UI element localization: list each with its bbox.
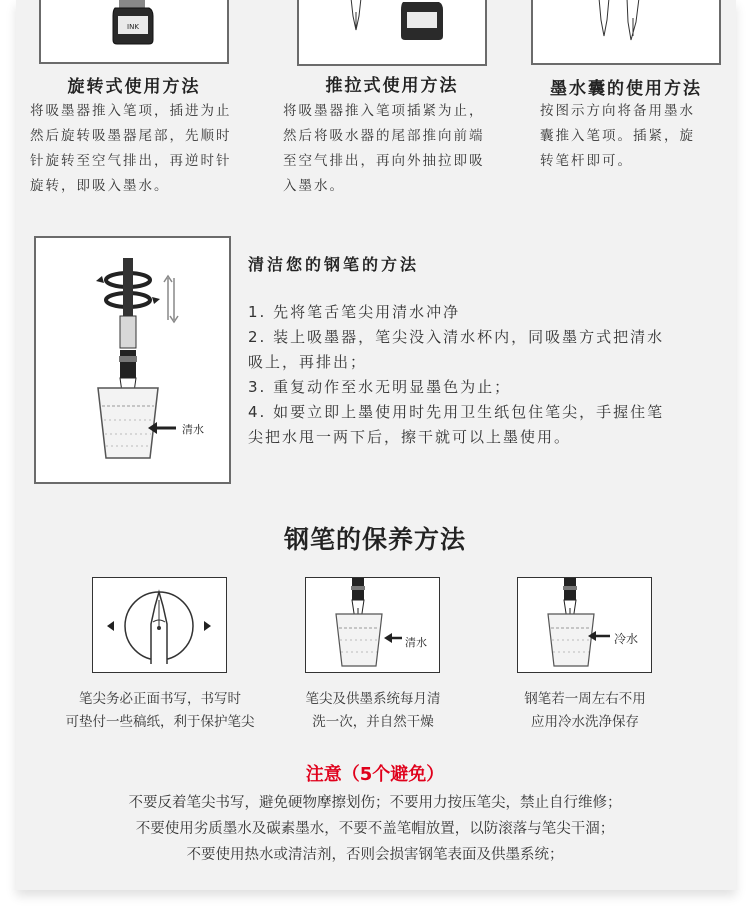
cartridge-method-title: 墨水囊的使用方法 [550, 79, 702, 99]
rotary-method-title: 旋转式使用方法 [67, 77, 201, 97]
rotary-method-text: 将吸墨器推入笔项，插进为止 然后旋转吸墨器尾部，先顺时 针旋转至空气排出，再逆时针 旋转，即吸入墨水。 [30, 103, 232, 194]
list-item: 吸上，再排出； [248, 353, 368, 371]
water-cup-icon [98, 388, 158, 458]
care-illustration-monthly-wash [305, 577, 440, 673]
water-cup-icon [548, 614, 594, 666]
push-pull-method-title: 推拉式使用方法 [325, 76, 459, 96]
svg-text:INK: INK [127, 23, 139, 31]
right-arrow-icon [204, 621, 211, 631]
notice-lines [0, 790, 750, 868]
list-item: 3. 重复动作至水无明显墨色为止； [248, 378, 512, 396]
page-panel [16, 0, 736, 890]
left-arrow-icon [107, 621, 114, 631]
rotary-illustration-frame [39, 0, 229, 64]
up-down-arrow-icon [164, 276, 178, 322]
cleaning-illustration-frame [34, 236, 231, 484]
water-label: 清水 [405, 636, 427, 649]
notice-title: 注意（5个避免） [305, 764, 445, 785]
list-item: 4. 如要立即上墨使用时先用卫生纸包住笔尖，手握住笔 [248, 403, 665, 421]
fountain-pen-icon [533, 0, 719, 63]
care-illustration-cold-wash [517, 577, 652, 673]
list-item: 尖把水甩一两下后，擦干就可以上墨使用。 [248, 428, 572, 446]
water-cup-icon [336, 614, 382, 666]
nib-circle-icon [125, 592, 193, 664]
cartridge-illustration-frame [531, 0, 721, 65]
care-text-nib: 笔尖务必正面书写，书写时 可垫付一些稿纸，利于保护笔尖 [65, 691, 255, 730]
left-arrow-icon [384, 633, 402, 643]
cartridge-method-text: 按图示方向将备用墨水 囊推入笔项。插紧，旋 转笔杆即可。 [540, 103, 695, 169]
notice-line: 不要使用劣质墨水及碳素墨水，不要不盖笔帽放置，以防滚落与笔尖干涸； [135, 821, 615, 837]
cleaning-steps [248, 300, 718, 450]
care-text-monthly-wash: 笔尖及供墨系统每月清 洗一次，并自然干燥 [305, 691, 441, 730]
water-label: 清水 [182, 423, 204, 436]
care-text-cold-wash: 钢笔若一周左右不用 应用冷水洗净保存 [524, 691, 646, 730]
push-pull-illustration-frame [297, 0, 487, 66]
push-pull-method-text: 将吸墨器推入笔项插紧为止， 然后将吸水器的尾部推向前端 至空气排出，再向外抽拉即吸 入墨水。 [283, 103, 485, 194]
care-section-title: 钢笔的保养方法 [283, 525, 466, 554]
list-item: 2. 装上吸墨器，笔尖没入清水杯内，同吸墨方式把清水 [248, 328, 665, 346]
ink-bottle-icon [41, 0, 227, 62]
cold-water-label: 冷水 [614, 632, 639, 646]
fountain-pen-icon [299, 0, 485, 64]
care-illustration-nib [92, 577, 227, 673]
list-item: 1. 先将笔舌笔尖用清水冲净 [248, 303, 461, 321]
cleaning-title: 清洁您的钢笔的方法 [248, 255, 420, 274]
notice-line: 不要反着笔尖书写，避免硬物摩擦划伤；不要用力按压笔尖，禁止自行维修； [128, 795, 622, 811]
notice-line: 不要使用热水或清洁剂，否则会损害钢笔表面及供墨系统； [186, 847, 564, 863]
